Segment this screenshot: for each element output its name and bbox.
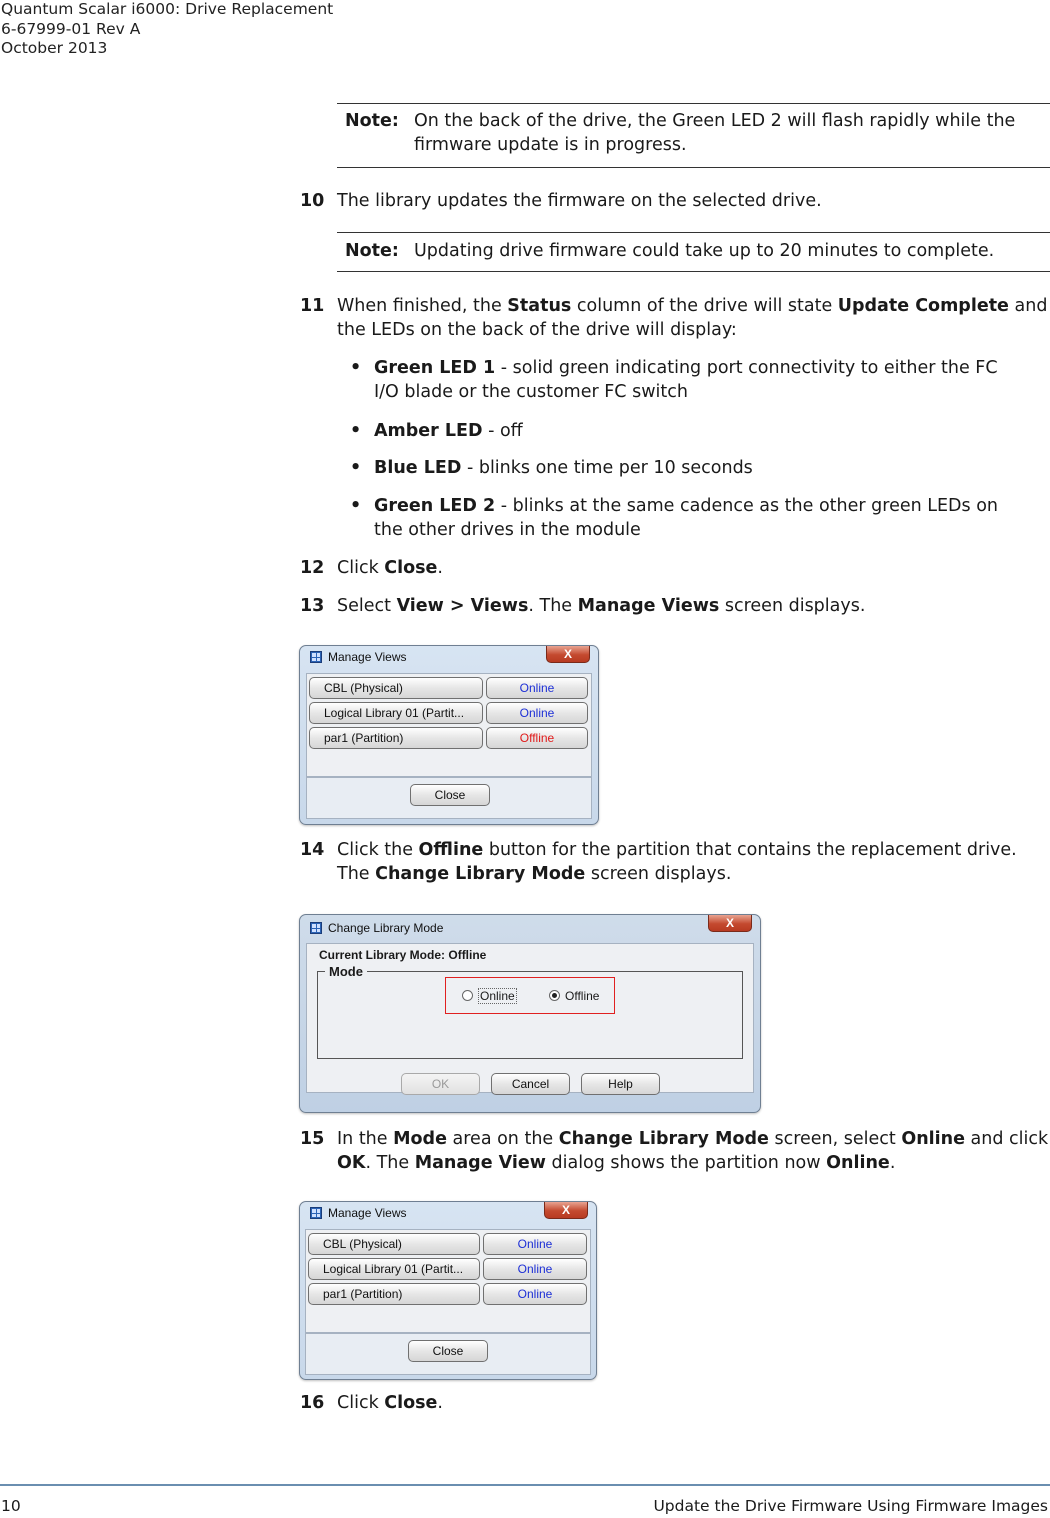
view-name-button[interactable]: par1 (Partition) — [309, 727, 483, 749]
doc-title: Quantum Scalar i6000: Drive Replacement — [1, 0, 334, 18]
ok-button[interactable]: OK — [401, 1073, 480, 1095]
step-number: 10 — [300, 191, 325, 211]
step-number: 15 — [300, 1129, 325, 1149]
doc-number: 6-67999-01 Rev A — [1, 19, 141, 38]
step-10 — [300, 189, 1050, 213]
step-number: 11 — [300, 296, 325, 316]
radio-online[interactable] — [462, 990, 473, 1001]
doc-date: October 2013 — [1, 39, 108, 57]
view-status-button[interactable]: Online — [483, 1233, 587, 1255]
view-name-button[interactable]: par1 (Partition) — [308, 1283, 480, 1305]
mode-group-label: Mode — [325, 964, 367, 979]
list-item: • Blue LED - blinks one time per 10 seconds — [350, 458, 753, 478]
dialog-title: Manage Views — [310, 1206, 407, 1220]
close-icon[interactable]: X — [544, 1202, 588, 1219]
step-text: Select View > Views. The Manage Views screen displays. — [337, 596, 866, 616]
change-library-mode-dialog — [299, 914, 761, 1113]
step-13 — [300, 594, 1050, 618]
list-item: • Green LED 1 - solid green indicating port connectivity to either the FC I/O blade or the customer FC switch — [350, 358, 998, 402]
view-name-button[interactable]: Logical Library 01 (Partit... — [309, 702, 483, 724]
manage-views-dialog-after — [299, 1201, 597, 1380]
step-15 — [300, 1127, 1050, 1175]
step-11 — [300, 294, 1050, 342]
step-number: 13 — [300, 596, 325, 616]
step-14 — [300, 838, 1050, 886]
help-button[interactable]: Help — [581, 1073, 660, 1095]
app-icon — [310, 651, 322, 663]
radio-online-label[interactable]: Online — [480, 989, 515, 1003]
close-icon[interactable]: X — [708, 915, 752, 932]
step-text: Click the Offline button for the partition that contains the replacement drive. The Change Library Mode screen displays. — [337, 840, 1017, 884]
view-name-button[interactable]: Logical Library 01 (Partit... — [308, 1258, 480, 1280]
current-mode-label: Current Library Mode: — [319, 948, 446, 962]
step-text: When finished, the Status column of the drive will state Update Complete and the LEDs on the back of the drive will display: — [337, 296, 1048, 340]
view-status-button[interactable]: Online — [486, 702, 588, 724]
note-label: Note: — [345, 241, 399, 261]
view-name-button[interactable]: CBL (Physical) — [309, 677, 483, 699]
step-number: 16 — [300, 1393, 325, 1413]
app-icon — [310, 1207, 322, 1219]
running-header — [1, 0, 333, 59]
manage-views-dialog-before — [299, 645, 599, 825]
page-number: 10 — [1, 1497, 21, 1515]
bullet-glyph: • — [350, 496, 362, 516]
view-status-button[interactable]: Online — [483, 1283, 587, 1305]
view-status-button[interactable]: Online — [483, 1258, 587, 1280]
step-12 — [300, 556, 1050, 580]
step-text: The library updates the firmware on the selected drive. — [337, 191, 822, 211]
current-mode-value: Offline — [448, 948, 487, 962]
radio-offline-label[interactable]: Offline — [565, 989, 600, 1003]
bullet-glyph: • — [350, 421, 362, 441]
close-button[interactable]: Close — [408, 1340, 488, 1362]
radio-offline[interactable] — [549, 990, 560, 1001]
note-firmware-led — [337, 103, 1050, 168]
dialog-title: Change Library Mode — [310, 921, 443, 935]
bullet-glyph: • — [350, 458, 362, 478]
bullet-glyph: • — [350, 358, 362, 378]
step-text: In the Mode area on the Change Library Mode screen, select Online and click OK. The Manage View dialog shows the partition now Online. — [337, 1129, 1049, 1173]
close-icon[interactable]: X — [546, 646, 590, 663]
app-icon — [310, 922, 322, 934]
close-button[interactable]: Close — [410, 784, 490, 806]
note-text: Updating drive firmware could take up to 20 minutes to complete. — [414, 241, 995, 261]
view-name-button[interactable]: CBL (Physical) — [308, 1233, 480, 1255]
footer-rule — [0, 1484, 1050, 1486]
note-text: On the back of the drive, the Green LED 2 will flash rapidly while the firmware update is in progress. — [414, 111, 1016, 155]
cancel-button[interactable]: Cancel — [491, 1073, 570, 1095]
step-number: 12 — [300, 558, 325, 578]
note-label: Note: — [345, 111, 399, 131]
view-status-button[interactable]: Online — [486, 677, 588, 699]
note-update-duration — [337, 232, 1050, 272]
list-item: • Green LED 2 - blinks at the same cadence as the other green LEDs on the other drives in the module — [350, 496, 999, 540]
dialog-title: Manage Views — [310, 650, 407, 664]
step-number: 14 — [300, 840, 325, 860]
step-16 — [300, 1391, 1050, 1415]
list-item: • Amber LED - off — [350, 421, 523, 441]
step-text: Click Close. — [337, 1393, 443, 1413]
view-status-button[interactable]: Offline — [486, 727, 588, 749]
section-title: Update the Drive Firmware Using Firmware Images — [653, 1497, 1048, 1515]
step-text: Click Close. — [337, 558, 443, 578]
current-mode-row — [319, 948, 486, 962]
